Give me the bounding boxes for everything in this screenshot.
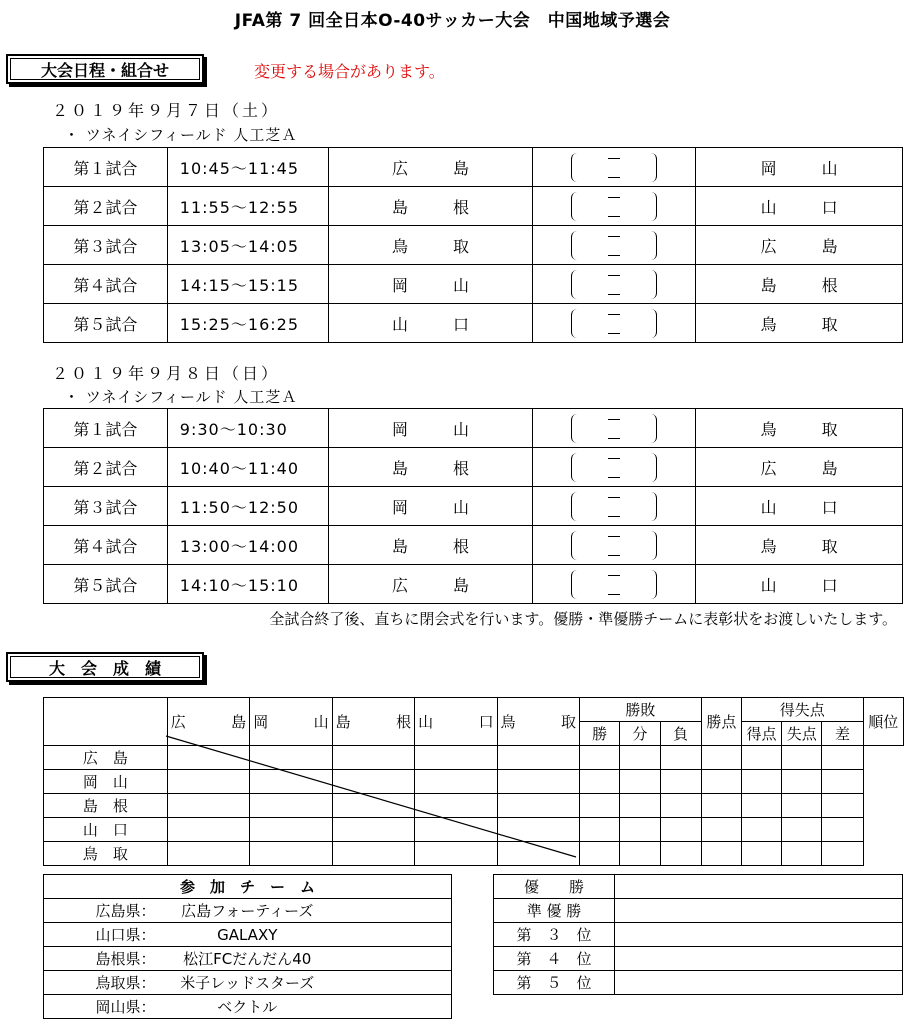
- results-cell: [660, 842, 701, 866]
- score-dash: [608, 497, 620, 498]
- results-cell: [497, 818, 579, 842]
- score-dash: [608, 594, 620, 595]
- participant-team: 広島フォーティーズ: [164, 899, 452, 923]
- ranking-label: 第 ５ 位: [494, 971, 615, 995]
- results-cell: [620, 842, 660, 866]
- results-cell: [822, 746, 863, 770]
- score-dash: [608, 294, 620, 295]
- ranking-value: [615, 875, 903, 899]
- match-time: 13:00～14:00: [167, 526, 328, 565]
- participant-team: GALAXY: [164, 923, 452, 947]
- col-header-char: 広: [170, 713, 186, 731]
- ranking-label: 優 勝: [494, 875, 615, 899]
- results-cell: [660, 746, 701, 770]
- match-row: [44, 409, 903, 448]
- score-bracket: [571, 309, 657, 338]
- away-team: 鳥取: [696, 526, 903, 565]
- score-dash: [608, 197, 620, 198]
- results-cell: [415, 770, 497, 794]
- match-row: [44, 487, 903, 526]
- results-row-team: 岡 山: [44, 770, 168, 794]
- match-row: [44, 187, 903, 226]
- loss-header: 負: [660, 722, 701, 746]
- match-row: [44, 448, 903, 487]
- rank-header: 順位: [863, 698, 903, 746]
- away-team: 広島: [696, 448, 903, 487]
- away-team: 鳥取: [696, 304, 903, 343]
- schedule-section-label: [6, 54, 204, 84]
- match-time: 15:25～16:25: [167, 304, 328, 343]
- participant-prefecture: 山口県：: [44, 923, 164, 947]
- score-dash: [608, 419, 620, 420]
- results-cell: [167, 818, 249, 842]
- draw-header: 分: [620, 722, 660, 746]
- match-time: 10:45～11:45: [167, 148, 328, 187]
- results-cell: [822, 818, 863, 842]
- team-col-header: [167, 698, 249, 746]
- score-dash: [608, 438, 620, 439]
- results-cell: [660, 770, 701, 794]
- results-cell: [782, 770, 822, 794]
- score-cell: [533, 304, 696, 343]
- score-bracket: [571, 153, 657, 182]
- results-row: [44, 770, 904, 794]
- match-row: [44, 565, 903, 604]
- results-row: [44, 746, 904, 770]
- gd-header: 得失点: [741, 698, 863, 722]
- results-table-wrap: [43, 697, 904, 863]
- score-cell: [533, 148, 696, 187]
- results-cell: [332, 818, 414, 842]
- ranking-value: [615, 947, 903, 971]
- participant-prefecture: 鳥取県：: [44, 971, 164, 995]
- ranking-value: [615, 971, 903, 995]
- participants-table: [43, 874, 452, 1019]
- results-cell: [701, 746, 741, 770]
- results-row-team: 山 口: [44, 818, 168, 842]
- results-section-text: 大 会 成 績: [48, 658, 161, 678]
- participant-row: [44, 971, 452, 995]
- score-dash: [608, 314, 620, 315]
- results-cell: [497, 794, 579, 818]
- results-cell: [415, 818, 497, 842]
- score-bracket: [571, 492, 657, 521]
- score-dash: [608, 236, 620, 237]
- results-cell: [620, 794, 660, 818]
- ranking-label: 第 ４ 位: [494, 947, 615, 971]
- results-row: [44, 794, 904, 818]
- score-bracket: [571, 270, 657, 299]
- results-cell: [782, 746, 822, 770]
- results-cell: [741, 818, 781, 842]
- results-cell: [332, 842, 414, 866]
- match-row: [44, 226, 903, 265]
- results-cell: [701, 794, 741, 818]
- match-time: 9:30～10:30: [167, 409, 328, 448]
- results-cell: [822, 842, 863, 866]
- home-team: 山口: [328, 304, 533, 343]
- team-col-header: [250, 698, 332, 746]
- away-team: 広島: [696, 226, 903, 265]
- results-cell: [332, 746, 414, 770]
- day2-schedule-table: [43, 408, 903, 604]
- match-time: 14:10～15:10: [167, 565, 328, 604]
- col-header-char: 口: [478, 713, 494, 731]
- away-team: 島根: [696, 265, 903, 304]
- results-row: [44, 818, 904, 842]
- results-row-team: 広 島: [44, 746, 168, 770]
- gf-header: 得点: [741, 722, 781, 746]
- match-number: 第１試合: [44, 148, 168, 187]
- results-cell: [701, 770, 741, 794]
- score-bracket: [571, 231, 657, 260]
- results-cell: [822, 794, 863, 818]
- results-cell: [250, 794, 332, 818]
- home-team: 岡山: [328, 409, 533, 448]
- participant-row: [44, 899, 452, 923]
- results-cell: [822, 770, 863, 794]
- team-col-header: [415, 698, 497, 746]
- score-bracket: [571, 531, 657, 560]
- match-time: 10:40～11:40: [167, 448, 328, 487]
- score-dash: [608, 255, 620, 256]
- day1-venue: ・ ツネイシフィールド 人工芝Ａ: [64, 126, 298, 144]
- participant-team: ベクトル: [164, 995, 452, 1019]
- away-team: 岡山: [696, 148, 903, 187]
- results-table: [43, 697, 904, 866]
- home-team: 島根: [328, 448, 533, 487]
- ranking-row: [494, 875, 903, 899]
- col-header-char: 岡: [253, 713, 269, 731]
- results-cell: [741, 770, 781, 794]
- score-bracket: [571, 192, 657, 221]
- results-cell: [332, 794, 414, 818]
- match-row: [44, 265, 903, 304]
- home-team: 広島: [328, 148, 533, 187]
- day2-date: ２０１９年９月８日（日）: [52, 364, 281, 383]
- change-note: 変更する場合があります。: [254, 62, 445, 81]
- results-cell: [580, 842, 620, 866]
- results-row: [44, 842, 904, 866]
- results-cell: [415, 794, 497, 818]
- results-cell: [620, 770, 660, 794]
- match-number: 第２試合: [44, 187, 168, 226]
- ranking-value: [615, 923, 903, 947]
- match-time: 13:05～14:05: [167, 226, 328, 265]
- results-cell: [701, 842, 741, 866]
- match-time: 11:55～12:55: [167, 187, 328, 226]
- score-dash: [608, 275, 620, 276]
- results-cell: [250, 770, 332, 794]
- score-dash: [608, 458, 620, 459]
- results-cell: [580, 794, 620, 818]
- schedule-section-text: 大会日程・組合せ: [40, 60, 169, 80]
- col-header-char: 島: [335, 713, 351, 731]
- results-cell: [620, 746, 660, 770]
- results-cell: [741, 842, 781, 866]
- match-row: [44, 148, 903, 187]
- results-cell: [580, 770, 620, 794]
- score-cell: [533, 409, 696, 448]
- ranking-row: [494, 923, 903, 947]
- points-header: 勝点: [701, 698, 741, 746]
- score-dash: [608, 333, 620, 334]
- match-row: [44, 526, 903, 565]
- results-cell: [701, 818, 741, 842]
- away-team: 山口: [696, 565, 903, 604]
- participant-team: 松江FCだんだん40: [164, 947, 452, 971]
- results-cell: [741, 746, 781, 770]
- match-number: 第５試合: [44, 304, 168, 343]
- results-cell: [497, 770, 579, 794]
- col-header-char: 鳥: [500, 713, 516, 731]
- results-cell: [167, 794, 249, 818]
- page-title: JFA第 7 回全日本O-40サッカー大会 中国地域予選会: [234, 11, 671, 31]
- home-team: 鳥取: [328, 226, 533, 265]
- results-cell: [250, 842, 332, 866]
- results-cell: [741, 794, 781, 818]
- match-time: 11:50～12:50: [167, 487, 328, 526]
- score-dash: [608, 536, 620, 537]
- score-cell: [533, 526, 696, 565]
- results-cell: [167, 770, 249, 794]
- results-cell: [250, 818, 332, 842]
- home-team: 島根: [328, 187, 533, 226]
- away-team: 山口: [696, 487, 903, 526]
- day1-date: ２０１９年９月７日（土）: [52, 101, 281, 120]
- participant-row: [44, 947, 452, 971]
- col-header-char: 島: [231, 713, 247, 731]
- ranking-value: [615, 899, 903, 923]
- results-row-team: 鳥 取: [44, 842, 168, 866]
- results-cell: [580, 818, 620, 842]
- rankings-table: [493, 874, 903, 995]
- match-row: [44, 304, 903, 343]
- results-section-label: [6, 652, 204, 682]
- team-col-header: [332, 698, 414, 746]
- score-cell: [533, 265, 696, 304]
- match-number: 第１試合: [44, 409, 168, 448]
- match-number: 第２試合: [44, 448, 168, 487]
- results-row-team: 島 根: [44, 794, 168, 818]
- score-cell: [533, 565, 696, 604]
- participant-row: [44, 923, 452, 947]
- participant-row: [44, 995, 452, 1019]
- score-cell: [533, 448, 696, 487]
- match-number: 第５試合: [44, 565, 168, 604]
- match-number: 第４試合: [44, 265, 168, 304]
- ga-header: 失点: [782, 722, 822, 746]
- results-corner-cell: [44, 698, 168, 746]
- col-header-char: 根: [396, 713, 412, 731]
- results-cell: [415, 842, 497, 866]
- away-team: 山口: [696, 187, 903, 226]
- results-cell: [167, 746, 249, 770]
- win-header: 勝: [580, 722, 620, 746]
- participants-header: 参 加 チ ー ム: [44, 875, 452, 899]
- home-team: 島根: [328, 526, 533, 565]
- results-cell: [497, 746, 579, 770]
- day1-schedule-table: [43, 147, 903, 343]
- score-dash: [608, 216, 620, 217]
- match-number: 第４試合: [44, 526, 168, 565]
- results-cell: [782, 818, 822, 842]
- results-cell: [497, 842, 579, 866]
- wl-header: 勝敗: [580, 698, 702, 722]
- closing-note: 全試合終了後、直ちに閉会式を行います。優勝・準優勝チームに表彰状をお渡しいたします。: [269, 610, 897, 628]
- results-cell: [782, 842, 822, 866]
- ranking-label: 第 ３ 位: [494, 923, 615, 947]
- results-cell: [620, 818, 660, 842]
- participant-prefecture: 広島県：: [44, 899, 164, 923]
- participant-prefecture: 岡山県：: [44, 995, 164, 1019]
- score-bracket: [571, 453, 657, 482]
- home-team: 岡山: [328, 487, 533, 526]
- score-bracket: [571, 570, 657, 599]
- home-team: 岡山: [328, 265, 533, 304]
- results-cell: [660, 794, 701, 818]
- results-cell: [332, 770, 414, 794]
- score-cell: [533, 187, 696, 226]
- match-number: 第３試合: [44, 226, 168, 265]
- match-time: 14:15～15:15: [167, 265, 328, 304]
- results-cell: [167, 842, 249, 866]
- ranking-row: [494, 899, 903, 923]
- score-dash: [608, 555, 620, 556]
- col-header-char: 取: [561, 713, 577, 731]
- results-cell: [415, 746, 497, 770]
- score-cell: [533, 487, 696, 526]
- results-cell: [782, 794, 822, 818]
- participant-prefecture: 島根県：: [44, 947, 164, 971]
- score-dash: [608, 575, 620, 576]
- home-team: 広島: [328, 565, 533, 604]
- results-cell: [580, 746, 620, 770]
- col-header-char: 山: [313, 713, 329, 731]
- ranking-row: [494, 971, 903, 995]
- team-col-header: [497, 698, 579, 746]
- ranking-row: [494, 947, 903, 971]
- score-dash: [608, 516, 620, 517]
- col-header-char: 山: [418, 713, 434, 731]
- match-number: 第３試合: [44, 487, 168, 526]
- ranking-label: 準 優 勝: [494, 899, 615, 923]
- score-dash: [608, 477, 620, 478]
- score-dash: [608, 177, 620, 178]
- day2-venue: ・ ツネイシフィールド 人工芝Ａ: [64, 388, 298, 406]
- diff-header: 差: [822, 722, 863, 746]
- away-team: 鳥取: [696, 409, 903, 448]
- score-bracket: [571, 414, 657, 443]
- score-dash: [608, 158, 620, 159]
- score-cell: [533, 226, 696, 265]
- results-cell: [660, 818, 701, 842]
- participant-team: 米子レッドスターズ: [164, 971, 452, 995]
- results-cell: [250, 746, 332, 770]
